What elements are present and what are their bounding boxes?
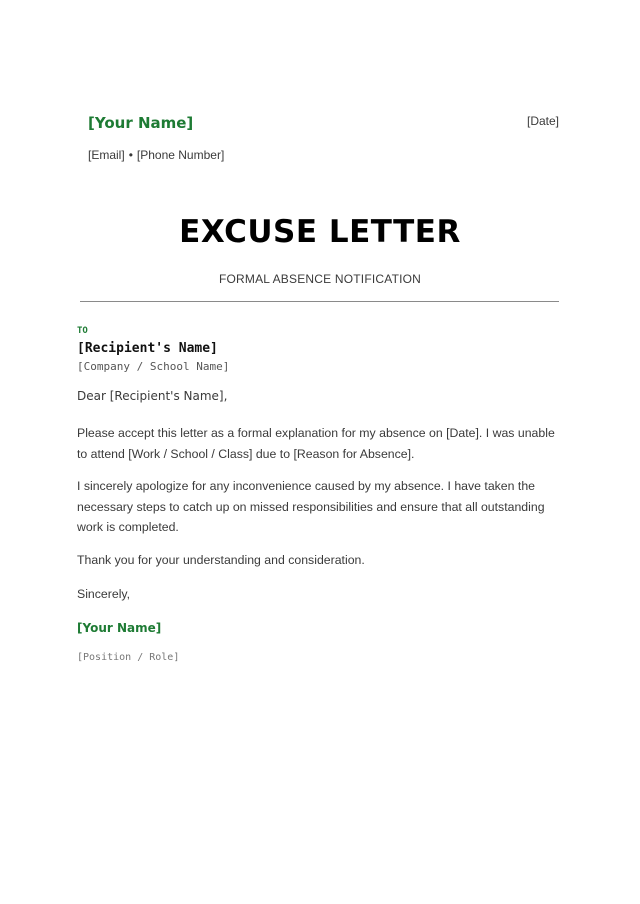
body-paragraph: Thank you for your understanding and consideration. [77, 553, 365, 567]
recipient-name: [Recipient's Name] [77, 341, 218, 356]
document-subtitle: FORMAL ABSENCE NOTIFICATION [218, 272, 422, 286]
signature-role: [Position / Role] [77, 652, 180, 663]
signature-name: [Your Name] [77, 621, 162, 635]
contact-separator: • [128, 148, 133, 162]
sender-phone: [Phone Number] [136, 148, 225, 162]
letter-date: [Date] [526, 114, 559, 128]
closing: Sincerely, [77, 587, 131, 601]
recipient-organization: [Company / School Name] [77, 360, 230, 373]
recipient-label: TO [77, 326, 88, 336]
sender-name: [Your Name] [88, 114, 194, 132]
contact-line [88, 147, 224, 163]
body-paragraph: I sincerely apologize for any inconvenience caused by my absence. I have taken the necessary steps to catch up on missed responsibilities and ensure that all outstanding work is completed. [77, 479, 545, 534]
sender-email: [Email] [88, 148, 125, 162]
salutation: Dear [Recipient's Name], [77, 389, 228, 403]
document-title: EXCUSE LETTER [179, 214, 461, 250]
body-paragraph: Please accept this letter as a formal explanation for my absence on [Date]. I was unable to attend [Work / School / Class] due to [Reason for Absence]. [77, 426, 555, 461]
header-divider [80, 301, 559, 302]
